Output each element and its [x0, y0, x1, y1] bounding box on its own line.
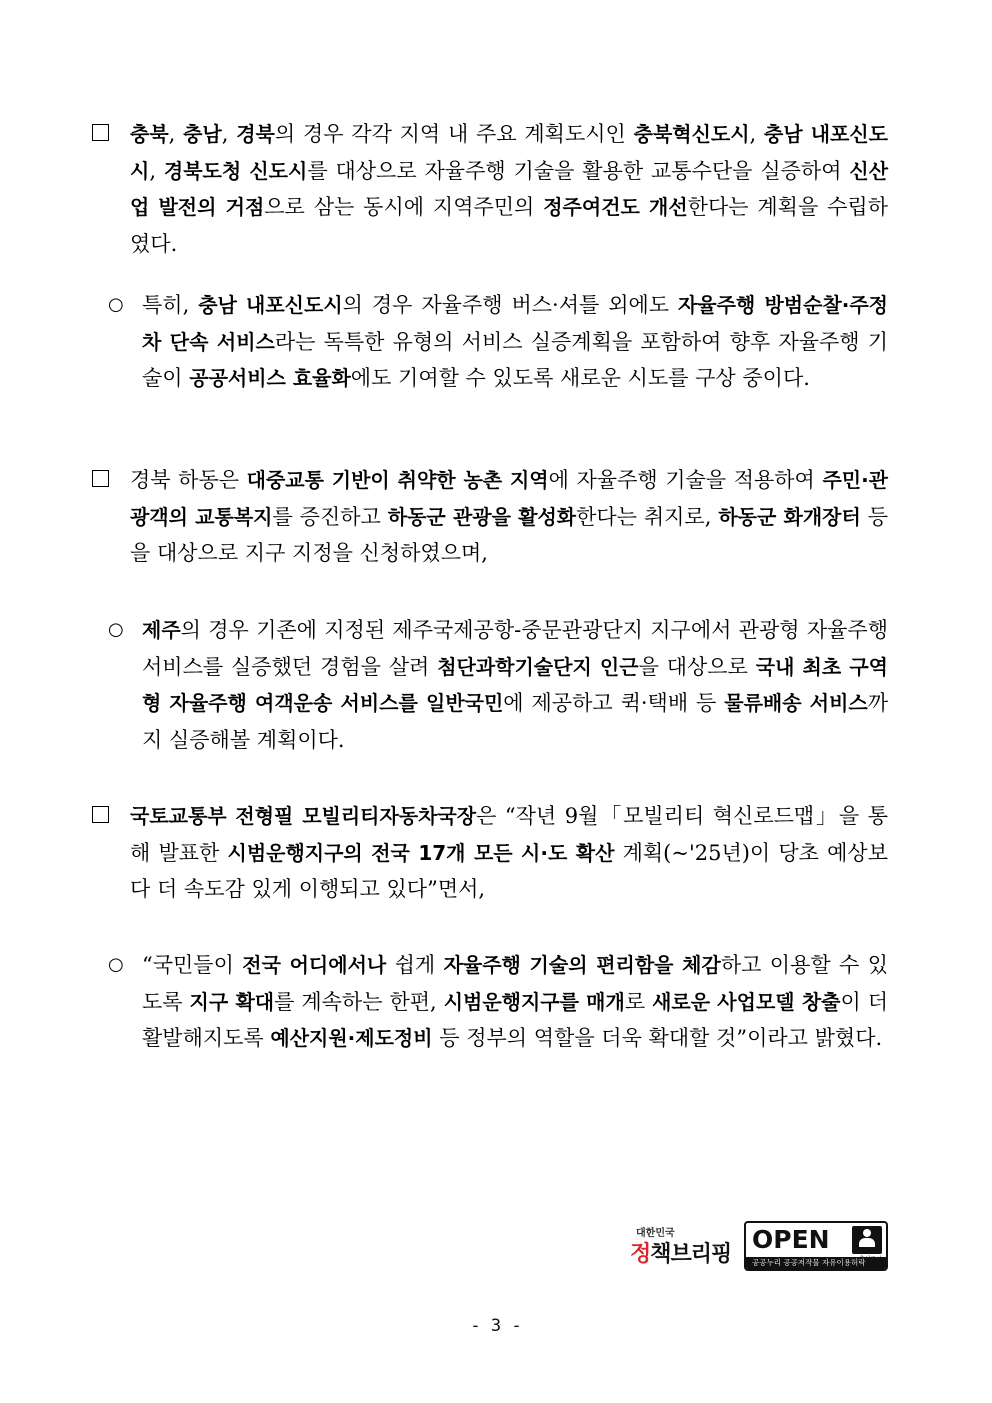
checkbox-bullet: [92, 116, 122, 153]
circle-bullet: ○: [108, 954, 124, 975]
paragraph-4-text: 제주의 경우 기존에 지정된 제주국제공항-중문관광단지 지구에서 관광형 자율주행 서비스를 실증했던 경험을 살려 첨단과학기술단지 인근을 대상으로 국내 최초 구역형 자율주행 여객운송 서비스를 일반국민에 제공하고 퀵·택배 등 물류배송 서비스까지 실증해볼 계획이다.: [142, 618, 888, 752]
footer-logos: [620, 1220, 890, 1272]
korea-policy-briefing-logo: 대한민국 정책브리핑: [630, 1228, 732, 1267]
paragraph-1-text: 충북, 충남, 경북의 경우 각각 지역 내 주요 계획도시인 충북혁신도시, 충남 내포신도시, 경북도청 신도시를 대상으로 자율주행 기술을 활용한 교통수단을 실증하여 신산업 발전의 거점으로 삼는 동시에 지역주민의 정주여건도 개선한다는 계획을 수립하였다.: [130, 122, 889, 256]
paragraph-3-text: 경북 하동은 대중교통 기반이 취약한 농촌 지역에 자율주행 기술을 적용하여 주민·관광객의 교통복지를 증진하고 하동군 관광을 활성화한다는 취지로, 하동군 화개장터 등을 대상으로 지구 지정을 신청하였으며,: [130, 468, 889, 565]
paragraph-4: [108, 612, 888, 758]
paragraph-6-text: “국민들이 전국 어디에서나 쉽게 자율주행 기술의 편리함을 체감하고 이용할 수 있도록 지구 확대를 계속하는 한편, 시범운행지구를 매개로 새로운 사업모델 창출이 더 활발해지도록 예산지원·제도정비 등 정부의 역할을 더욱 확대할 것”이라고 밝혔다.: [142, 953, 889, 1050]
attribution-person-icon: [852, 1226, 882, 1254]
circle-bullet: ○: [108, 619, 124, 640]
paragraph-2: [108, 287, 888, 397]
page-number: - 3 -: [470, 1316, 522, 1336]
kogl-open-license-badge: OPEN 공공누리 공공저작물 자유이용허락: [744, 1221, 888, 1271]
checkbox-bullet: [92, 462, 122, 499]
circle-bullet: ○: [108, 294, 124, 315]
paragraph-5-text: 국토교통부 전형필 모빌리티자동차국장은 “작년 9월「모빌리티 혁신로드맵」을 통해 발표한 시범운행지구의 전국 17개 모든 시·도 확산 계획(~'25년)이 당초 예상보다 더 속도감 있게 이행되고 있다”면서,: [130, 804, 888, 901]
paragraph-5: [92, 798, 888, 908]
paragraph-3: [92, 462, 888, 572]
paragraph-1: [92, 116, 888, 262]
paragraph-6: [108, 947, 888, 1057]
paragraph-2-text: 특히, 충남 내포신도시의 경우 자율주행 버스·셔틀 외에도 자율주행 방범순찰·주정차 단속 서비스라는 독특한 유형의 서비스 실증계획을 포함하여 향후 자율주행 기술이 공공서비스 효율화에도 기여할 수 있도록 새로운 시도를 구상 중이다.: [142, 293, 888, 390]
checkbox-bullet: [92, 798, 122, 835]
